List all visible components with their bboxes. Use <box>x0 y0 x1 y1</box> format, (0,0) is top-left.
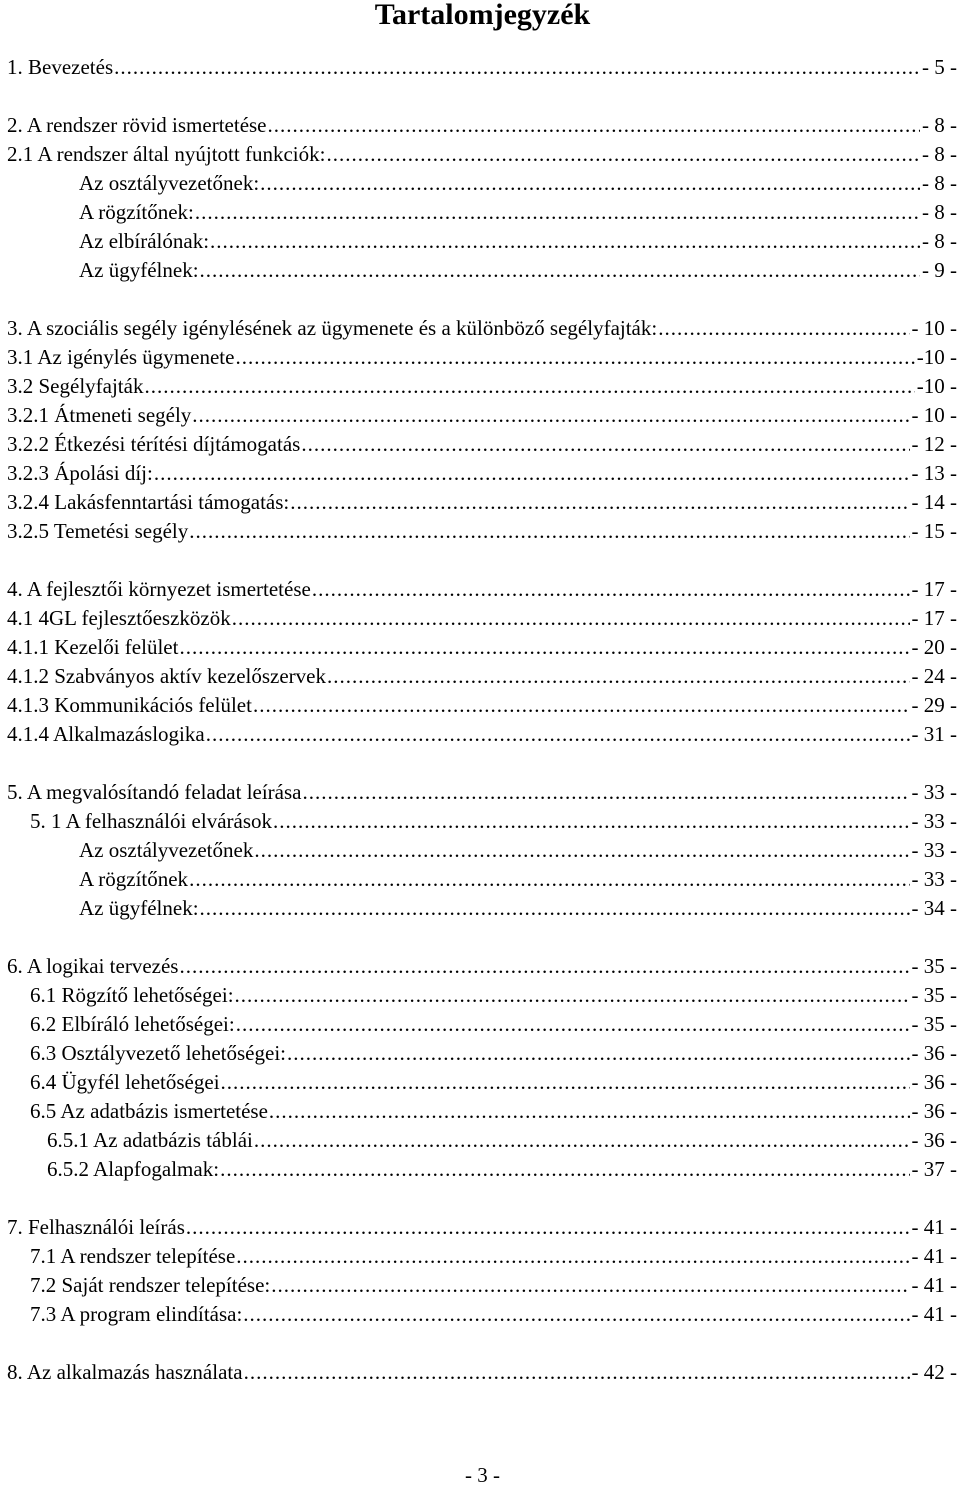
toc-entry[interactable] <box>7 489 957 515</box>
toc-entry-page: - 8 - <box>922 171 957 195</box>
toc-entry-page: - 13 - <box>911 461 957 485</box>
toc-entry-title: 6.1 Rögzítő lehetőségei: <box>30 983 234 1007</box>
toc-entry[interactable] <box>79 837 957 863</box>
toc-entry-title: A rögzítőnek <box>79 867 189 891</box>
toc-entry-title: 3.2.5 Temetési segély <box>7 519 189 543</box>
toc-entry-page: - 37 - <box>911 1157 957 1181</box>
toc-entry[interactable] <box>30 1040 957 1066</box>
toc-entry[interactable] <box>7 344 957 370</box>
toc-entry-title: A rögzítőnek: <box>79 200 194 224</box>
toc-dot-leader <box>210 228 920 254</box>
toc-entry-title: 4. A fejlesztői környezet ismertetése <box>7 577 311 601</box>
toc-entry-title: Az ügyfélnek: <box>79 258 199 282</box>
toc-entry[interactable] <box>30 1272 957 1298</box>
toc-entry-title: 2.1 A rendszer által nyújtott funkciók: <box>7 142 326 166</box>
toc-entry[interactable] <box>7 315 957 341</box>
toc-dot-leader <box>235 982 910 1008</box>
toc-dot-leader <box>235 344 914 370</box>
toc-entry[interactable] <box>7 460 957 486</box>
toc-entry-title: 3.1 Az igénylés ügymenete <box>7 345 235 369</box>
toc-entry[interactable] <box>7 373 957 399</box>
toc-dot-leader <box>244 1359 910 1385</box>
toc-entry[interactable] <box>7 402 957 428</box>
toc-entry-title: 1. Bevezetés <box>7 55 114 79</box>
toc-dot-leader <box>303 779 910 805</box>
toc-entry-title: Az osztályvezetőnek <box>79 838 254 862</box>
toc-dot-leader <box>301 431 909 457</box>
toc-entry[interactable] <box>30 982 957 1008</box>
toc-entry[interactable] <box>79 228 957 254</box>
toc-entry[interactable] <box>79 866 957 892</box>
toc-entry-page: - 8 - <box>922 113 957 137</box>
toc-entry-title: 4.1.4 Alkalmazáslogika <box>7 722 205 746</box>
toc-entry-title: 6.4 Ügyfél lehetőségei <box>30 1070 220 1094</box>
toc-entry-title: 6.5.1 Az adatbázis táblái <box>47 1128 253 1152</box>
toc-entry[interactable] <box>7 576 957 602</box>
toc-entry[interactable] <box>7 605 957 631</box>
toc-entry-page: - 35 - <box>911 983 957 1007</box>
toc-dot-leader <box>273 808 909 834</box>
toc-dot-leader <box>192 402 909 428</box>
toc-entry[interactable] <box>30 808 957 834</box>
toc-entry-title: 6. A logikai tervezés <box>7 954 179 978</box>
toc-dot-leader <box>290 489 909 515</box>
toc-entry-page: - 20 - <box>911 635 957 659</box>
toc-entry-page: - 12 - <box>911 432 957 456</box>
toc-entry-page: - 35 - <box>911 1012 957 1036</box>
toc-entry-page: - 34 - <box>911 896 957 920</box>
toc-entry[interactable] <box>30 1301 957 1327</box>
toc-dot-leader <box>254 1127 910 1153</box>
toc-dot-leader <box>269 1098 910 1124</box>
toc-entry-page: - 41 - <box>911 1244 957 1268</box>
toc-entry-page: - 36 - <box>911 1128 957 1152</box>
toc-entry-title: 4.1 4GL fejlesztőeszközök <box>7 606 231 630</box>
toc-entry-page: - 10 - <box>911 316 957 340</box>
toc-entry-page: - 33 - <box>911 838 957 862</box>
toc-dot-leader <box>658 315 909 341</box>
toc-entry[interactable] <box>79 199 957 225</box>
toc-entry-page: - 8 - <box>922 229 957 253</box>
toc-entry[interactable] <box>7 112 957 138</box>
toc-entry[interactable] <box>7 431 957 457</box>
toc-entry-page: - 35 - <box>911 954 957 978</box>
toc-entry[interactable] <box>30 1243 957 1269</box>
toc-entry-title: 2. A rendszer rövid ismertetése <box>7 113 267 137</box>
toc-entry-page: - 8 - <box>922 200 957 224</box>
toc-entry-page: - 41 - <box>911 1273 957 1297</box>
toc-dot-leader <box>287 1040 910 1066</box>
toc-entry-title: 7.2 Saját rendszer telepítése: <box>30 1273 271 1297</box>
toc-entry[interactable] <box>7 692 957 718</box>
toc-entry-page: - 36 - <box>911 1099 957 1123</box>
toc-entry[interactable] <box>7 1359 957 1385</box>
page-title: Tartalomjegyzék <box>374 0 591 31</box>
toc-entry-title: 7. Felhasználói leírás <box>7 1215 185 1239</box>
toc-entry-page: -10 - <box>916 345 957 369</box>
toc-entry-title: 6.5.2 Alapfogalmak: <box>47 1157 220 1181</box>
toc-dot-leader <box>236 1011 910 1037</box>
toc-dot-leader <box>260 170 920 196</box>
toc-dot-leader <box>268 112 920 138</box>
toc-dot-leader <box>312 576 910 602</box>
toc-entry[interactable] <box>79 170 957 196</box>
toc-entry-page: - 33 - <box>911 809 957 833</box>
toc-entry-page: - 41 - <box>911 1302 957 1326</box>
toc-entry[interactable] <box>7 518 957 544</box>
toc-entry-title: 4.1.1 Kezelői felület <box>7 635 179 659</box>
toc-entry-title: 3.2.2 Étkezési térítési díjtámogatás <box>7 432 301 456</box>
toc-entry-page: - 42 - <box>911 1360 957 1384</box>
toc-entry-title: 6.3 Osztályvezető lehetőségei: <box>30 1041 286 1065</box>
toc-entry-page: - 41 - <box>911 1215 957 1239</box>
toc-dot-leader <box>253 692 910 718</box>
toc-entry-page: - 31 - <box>911 722 957 746</box>
toc-entry-title: 3.2.3 Ápolási díj: <box>7 461 153 485</box>
page-number-footer: - 3 - <box>465 1463 500 1487</box>
toc-dot-leader <box>206 721 910 747</box>
toc-entry[interactable] <box>79 257 957 283</box>
toc-dot-leader <box>195 199 920 225</box>
toc-dot-leader <box>189 518 909 544</box>
toc-entry-page: - 36 - <box>911 1070 957 1094</box>
toc-entry[interactable] <box>7 1214 957 1240</box>
toc-dot-leader <box>114 54 920 80</box>
toc-dot-leader <box>327 663 910 689</box>
toc-entry-title: 7.1 A rendszer telepítése <box>30 1244 236 1268</box>
toc-entry-title: 8. Az alkalmazás használata <box>7 1360 243 1384</box>
toc-entry-title: 6.2 Elbíráló lehetőségei: <box>30 1012 235 1036</box>
toc-dot-leader <box>144 373 914 399</box>
toc-entry-page: - 17 - <box>911 577 957 601</box>
toc-dot-leader <box>221 1069 910 1095</box>
toc-entry-page: - 8 - <box>922 142 957 166</box>
toc-entry[interactable] <box>7 54 957 80</box>
toc-dot-leader <box>271 1272 909 1298</box>
toc-entry[interactable] <box>7 663 957 689</box>
toc-entry-page: -10 - <box>916 374 957 398</box>
toc-entry-title: 5. 1 A felhasználói elvárások <box>30 809 273 833</box>
toc-entry-title: 3. A szociális segély igénylésének az ügymenete és a különböző segélyfajták: <box>7 316 658 340</box>
toc-entry[interactable] <box>7 953 957 979</box>
toc-dot-leader <box>200 895 910 921</box>
toc-entry-title: Az osztályvezetőnek: <box>79 171 260 195</box>
toc-entry-title: 6.5 Az adatbázis ismertetése <box>30 1099 268 1123</box>
toc-entry-page: - 33 - <box>911 780 957 804</box>
toc-entry[interactable] <box>7 779 957 805</box>
toc-dot-leader <box>243 1301 909 1327</box>
toc-dot-leader <box>254 837 909 863</box>
toc-dot-leader <box>186 1214 910 1240</box>
toc-entry-title: Az elbírálónak: <box>79 229 210 253</box>
toc-entry-title: 7.3 A program elindítása: <box>30 1302 243 1326</box>
toc-dot-leader <box>220 1156 909 1182</box>
toc-entry-title: 4.1.3 Kommunikációs felület <box>7 693 252 717</box>
toc-entry-page: - 36 - <box>911 1041 957 1065</box>
toc-dot-leader <box>189 866 909 892</box>
toc-dot-leader <box>154 460 910 486</box>
toc-dot-leader <box>200 257 920 283</box>
toc-dot-leader <box>236 1243 909 1269</box>
toc-entry-page: - 10 - <box>911 403 957 427</box>
toc-entry[interactable] <box>30 1098 957 1124</box>
toc-entry[interactable] <box>47 1127 957 1153</box>
toc-dot-leader <box>179 634 909 660</box>
toc-entry-page: - 5 - <box>922 55 957 79</box>
toc-entry-title: 3.2 Segélyfajták <box>7 374 144 398</box>
toc-entry-page: - 17 - <box>911 606 957 630</box>
toc-entry[interactable] <box>30 1011 957 1037</box>
toc-entry-title: 4.1.2 Szabványos aktív kezelőszervek <box>7 664 326 688</box>
toc-entry-title: 3.2.4 Lakásfenntartási támogatás: <box>7 490 290 514</box>
toc-dot-leader <box>179 953 909 979</box>
toc-entry-page: - 29 - <box>911 693 957 717</box>
toc-entry-page: - 24 - <box>911 664 957 688</box>
toc-dot-leader <box>326 141 920 167</box>
toc-entry[interactable] <box>30 1069 957 1095</box>
toc-entry-page: - 15 - <box>911 519 957 543</box>
toc-entry[interactable] <box>7 141 957 167</box>
toc-entry[interactable] <box>7 634 957 660</box>
toc-entry-page: - 14 - <box>911 490 957 514</box>
toc-dot-leader <box>232 605 910 631</box>
toc-entry-title: Az ügyfélnek: <box>79 896 199 920</box>
toc-entry[interactable] <box>79 895 957 921</box>
toc-entry[interactable] <box>7 721 957 747</box>
toc-entry-page: - 9 - <box>922 258 957 282</box>
toc-entry[interactable] <box>47 1156 957 1182</box>
toc-entry-title: 3.2.1 Átmeneti segély <box>7 403 192 427</box>
toc-entry-title: 5. A megvalósítandó feladat leírása <box>7 780 302 804</box>
toc-entry-page: - 33 - <box>911 867 957 891</box>
